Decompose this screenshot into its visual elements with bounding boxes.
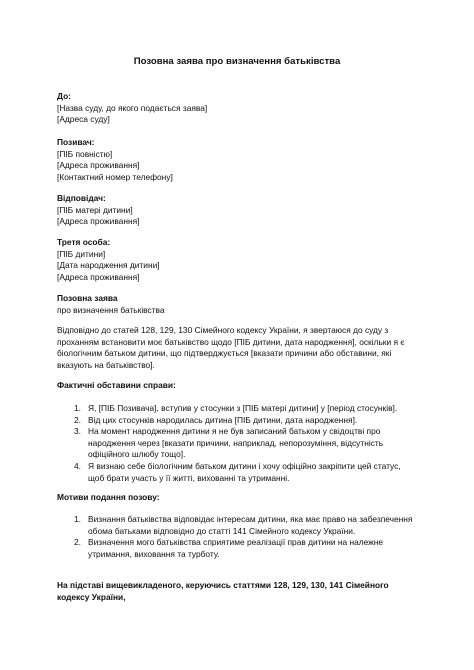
third-party-block [57,237,417,283]
defendant-address-line: [Адреса проживання] [57,216,140,227]
list-item-text: Я, [ПІБ Позивача], вступив у стосунки з [ПІБ матері дитини] у [період стосунків]. [88,403,398,413]
facts-heading: Фактичні обставини справи: [57,380,176,390]
list-item-text: Я визнаю себе біологічним батьком дитини і хочу офіційно закріпити цей статус, щоб брати участь у її житті, вихованні та утриманні. [88,460,401,483]
to-heading: До: [57,91,71,101]
list-item [57,403,419,415]
list-item-number: 1. [74,514,81,524]
list-item-text: На момент народження дитини я не був записаний батьком у свідоцтві про народження через [вказати причини, наприклад, непорозуміння, відсутність офіційного шлюбу тощо]. [88,426,384,460]
list-item [57,415,419,427]
list-item-number: 2. [74,414,81,425]
document-title: Позовна заява про визначення батьківства [133,56,341,67]
claim-subtitle: про визначення батьківства [57,304,165,315]
conclusion-paragraph: На підставі вищевикладеного, керуючись статтями 128, 129, 130, 141 Сімейного кодексу України, [57,580,389,602]
defendant-name-line: [ПІБ матері дитини] [57,204,133,215]
plaintiff-heading: Позивач: [57,137,95,147]
list-item-text: Від цих стосунків народилась дитина [ПІБ дитини, дата народження]. [88,414,358,425]
third-party-heading: Третя особа: [57,237,111,247]
list-item-text: Визнання батьківства відповідає інтересам дитини, яка має право на забезпечення обома батьками відповідно до статті 141 Сімейного кодексу України. [88,514,413,536]
list-item-number: 3. [74,426,81,437]
child-address-line: [Адреса проживання] [57,271,140,282]
list-item [57,426,419,461]
defendant-block [57,193,417,228]
intro-paragraph: Відповідно до статей 128, 129, 130 Сімейного кодексу України, я звертаюся до суду з проханням встановити моє батьківство щодо [ПІБ дитини, дата народження], оскільки я є біологічним батьком дитини, що підтверджується [вказати причини або обставини, які вказують на батьківство]. [57,325,405,370]
plaintiff-phone-line: [Контактний номер телефону] [57,171,173,182]
list-item-number: 4. [74,460,81,471]
claim-heading: Позовна заява [57,293,118,303]
child-birthdate-line: [Дата народження дитини] [57,260,160,271]
defendant-heading: Відповідач: [57,193,106,203]
court-name-line: [Назва суду, до якого подається заява] [57,102,208,113]
plaintiff-name-line: [ПІБ повністю] [57,148,113,159]
motives-heading: Мотиви подання позову: [57,492,160,502]
list-item [57,514,419,537]
list-item-number: 2. [74,537,81,548]
claim-title-block [57,293,417,316]
list-item-number: 1. [74,403,81,413]
court-recipient-block [57,91,417,126]
list-item [57,537,419,560]
child-name-line: [ПІБ дитини] [57,248,106,259]
list-item-text: Визначення мого батьківства сприятиме реалізації прав дитини на належне утримання, виховання та турботу. [88,537,384,559]
motives-list [57,514,419,560]
list-item [57,461,419,484]
facts-list [57,403,419,484]
plaintiff-block [57,137,417,183]
court-address-line: [Адреса суду] [57,114,110,125]
plaintiff-address-line: [Адреса проживання] [57,160,140,171]
